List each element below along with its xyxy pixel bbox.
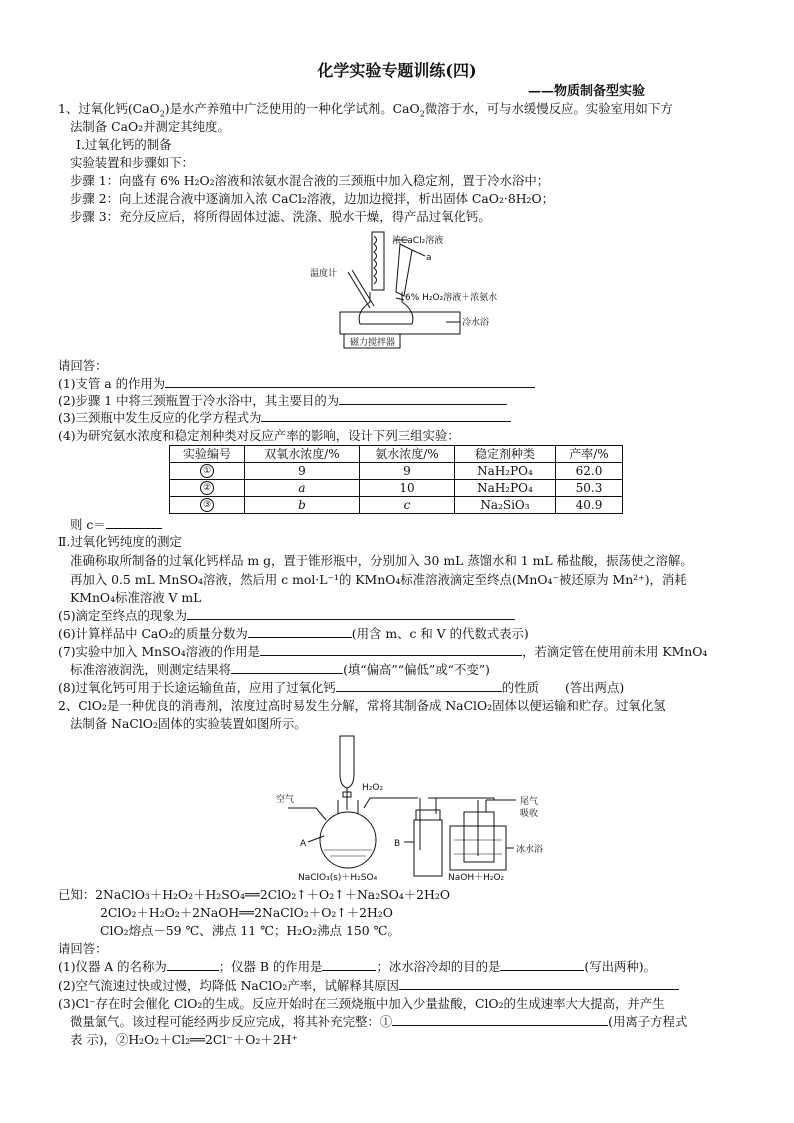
table-cell: ③ bbox=[170, 497, 245, 514]
page-title: 化学实验专题训练(四) bbox=[317, 61, 477, 80]
part-ii-heading: Ⅱ.过氧化钙纯度的测定 bbox=[58, 534, 182, 549]
step-2: 步骤 2：向上述混合液中逐滴加入浓 CaCl₂溶液，边加边搅拌，析出固体 CaO₂·8H₂O； bbox=[70, 191, 555, 206]
part-ii-line1: 准确称取所制备的过氧化钙样品 m g，置于锥形瓶中，分别加入 30 mL 蒸馏水和 1 mL 稀盐酸，振荡使之溶解。 bbox=[70, 553, 693, 568]
q1-sub4: (4)为研究氨水浓度和稳定剂种类对反应产率的影响，设计下列三组实验： bbox=[58, 428, 460, 443]
table-cell: Na₂SiO₃ bbox=[455, 497, 556, 514]
q1-sub8: (8)过氧化钙可用于长途运输鱼苗，应用了过氧化钙 的性质 (答出两点) bbox=[58, 680, 625, 695]
answer-prompt-2: 请回答： bbox=[58, 941, 108, 956]
fig1-label-stirrer: 磁力搅拌器 bbox=[350, 338, 396, 348]
q2-sub3-line1: (3)Cl⁻存在时会催化 ClO₂的生成。反应开始时在三颈烧瓶中加入少量盐酸，ClO₂的生成速率大大提高，并产生 bbox=[58, 996, 665, 1011]
q1-sub6: (6)计算样品中 CaO₂的质量分数为 (用含 m、c 和 V 的代数式表示) bbox=[58, 626, 529, 641]
q2-sub3-line3: 表 示)，②H₂O₂＋Cl₂══2Cl⁻＋O₂＋2H⁺ bbox=[70, 1032, 298, 1047]
answer-prompt-1: 请回答： bbox=[58, 358, 108, 373]
step-1: 步骤 1：向盛有 6% H₂O₂溶液和浓氨水混合液的三颈瓶中加入稳定剂，置于冷水浴中； bbox=[70, 173, 550, 188]
known-properties: ClO₂熔点－59 ℃、沸点 11 ℃；H₂O₂沸点 150 ℃。 bbox=[100, 923, 400, 938]
header-cell: 氨水浓度/% bbox=[360, 446, 455, 463]
page-subtitle: ——物质制备型实验 bbox=[528, 84, 646, 99]
table-cell: 62.0 bbox=[556, 463, 623, 480]
q2-sub2: (2)空气流速过快或过慢，均降低 NaClO₂产率，试解释其原因 bbox=[58, 977, 679, 994]
q1-sub5: (5)滴定至终点的现象为 bbox=[58, 607, 515, 624]
fig2-label-icebath: 冰水浴 bbox=[516, 845, 544, 855]
table-cell: NaH₂PO₄ bbox=[455, 480, 556, 497]
known-eq1: 已知：2NaClO₃＋H₂O₂＋H₂SO₄══2ClO₂↑＋O₂↑＋Na₂SO₄＋2H₂O bbox=[58, 887, 450, 902]
q1-sub1: (1)支管 a 的作用为 bbox=[58, 375, 535, 392]
fig2-label-tail2: 吸收 bbox=[520, 809, 539, 819]
fig1-label-a: a bbox=[426, 253, 432, 263]
fig2-label-b: B bbox=[394, 839, 401, 849]
fig1-label-cacl2: 浓CaCl₂溶液 bbox=[392, 236, 444, 246]
table-cell: 40.9 bbox=[556, 497, 623, 514]
q1-sub7-cont: 标准溶液润洗，则测定结果将 (填“偏高”“偏低”或“不变”) bbox=[70, 662, 490, 677]
q1-sub3: (3)三颈瓶中发生反应的化学方程式为 bbox=[58, 409, 511, 426]
fig2-label-air: 空气 bbox=[276, 795, 295, 805]
q1-intro-line2: 法制备 CaO₂并测定其纯度。 bbox=[70, 119, 230, 134]
table-cell: c bbox=[360, 497, 455, 514]
q1-sub2: (2)步骤 1 中将三颈瓶置于冷水浴中，其主要目的为 bbox=[58, 392, 507, 409]
q1-sub7: (7)实验中加入 MnSO₄溶液的作用是 ，若滴定管在使用前未用 KMnO₄ bbox=[58, 644, 708, 659]
part-ii-line3: KMnO₄标准溶液 V mL bbox=[70, 590, 202, 605]
fig1-label-h2o2: 6% H₂O₂溶液＋浓氨水 bbox=[405, 293, 498, 303]
table-row bbox=[170, 480, 623, 497]
table-row bbox=[170, 463, 623, 480]
header-cell: 稳定剂种类 bbox=[455, 446, 556, 463]
table-header-row bbox=[170, 446, 623, 463]
q2-intro-line1: 2、ClO₂是一种优良的消毒剂，浓度过高时易发生分解，常将其制备成 NaClO₂固体以便运输和贮存。过氧化氢 bbox=[58, 698, 666, 713]
table-cell: 50.3 bbox=[556, 480, 623, 497]
then-c: 则 c＝ bbox=[70, 516, 162, 533]
header-cell: 产率/% bbox=[556, 446, 623, 463]
part-ii-line2: 再加入 0.5 mL MnSO₄溶液，然后用 c mol·L⁻¹的 KMnO₄标准溶液滴定至终点(MnO₄⁻被还原为 Mn²⁺)，消耗 bbox=[70, 572, 687, 587]
table-cell: 10 bbox=[360, 480, 455, 497]
apparatus-figure-1 bbox=[300, 226, 520, 354]
fig2-label-tail1: 尾气 bbox=[520, 797, 539, 807]
table-cell: ② bbox=[170, 480, 245, 497]
known-eq2: 2ClO₂＋H₂O₂＋2NaOH══2NaClO₂＋O₂↑＋2H₂O bbox=[100, 905, 393, 920]
apparatus-text: 实验装置和步骤如下： bbox=[70, 155, 194, 170]
q2-sub3-line2: 微量氯气。该过程可能经两步反应完成，将其补充完整：① (用离子方程式 bbox=[70, 1014, 688, 1029]
header-cell: 实验编号 bbox=[170, 446, 245, 463]
apparatus-figure-2 bbox=[268, 730, 558, 886]
table-cell: 9 bbox=[245, 463, 360, 480]
q1-intro-line1: 1、过氧化钙(CaO$_2$)是水产养殖中广泛使用的一种化学试剂。CaO$_2$微溶于水，可与水缓慢反应。实验室用如下方 bbox=[58, 101, 673, 119]
part-i-heading: Ⅰ.过氧化钙的制备 bbox=[76, 137, 172, 152]
table-row bbox=[170, 497, 623, 514]
header-cell: 双氧水浓度/% bbox=[245, 446, 360, 463]
table-cell: NaH₂PO₄ bbox=[455, 463, 556, 480]
table-cell: ① bbox=[170, 463, 245, 480]
fig2-label-h2o2: H₂O₂ bbox=[362, 783, 384, 793]
fig1-label-coldbath: 冷水浴 bbox=[462, 318, 490, 328]
experiment-table bbox=[169, 445, 623, 514]
table-cell: b bbox=[245, 497, 360, 514]
table-cell: 9 bbox=[360, 463, 455, 480]
q2-sub1: (1)仪器 A 的名称为 ；仪器 B 的作用是 ；冰水浴冷却的目的是 (写出两种)。 bbox=[58, 959, 656, 974]
step-3: 步骤 3：充分反应后，将所得固体过滤、洗涤、脱水干燥，得产品过氧化钙。 bbox=[70, 209, 491, 224]
q2-intro-line2: 法制备 NaClO₂固体的实验装置如图所示。 bbox=[70, 716, 307, 731]
fig2-label-naoh: NaOH＋H₂O₂ bbox=[448, 873, 505, 883]
table-cell: a bbox=[245, 480, 360, 497]
fig2-label-flask: NaClO₃(s)＋H₂SO₄ bbox=[298, 873, 378, 883]
fig2-label-a: A bbox=[300, 839, 307, 849]
fig1-label-thermometer: 温度计 bbox=[310, 269, 338, 279]
